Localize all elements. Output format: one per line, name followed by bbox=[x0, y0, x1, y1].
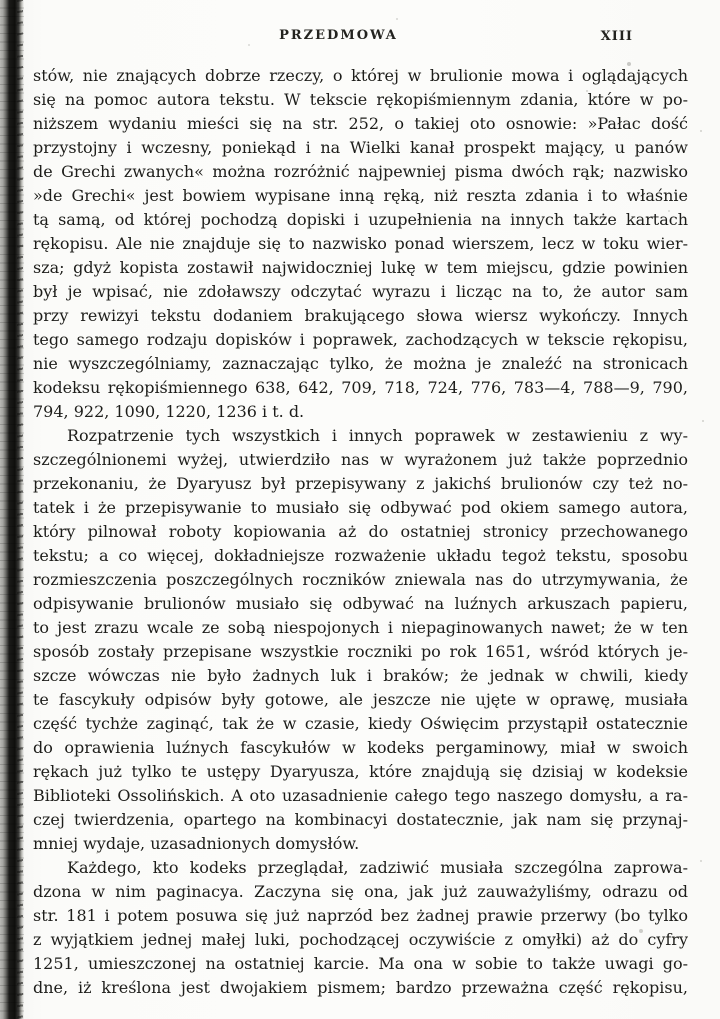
text-line: czej twierdzenia, opartego na kombinacyi dostatecznie, jak nam się przynaj- bbox=[33, 810, 688, 829]
text-line: część tychże zaginąć, tak że w czasie, kiedy Oświęcim przystąpił ostatecznie bbox=[33, 714, 688, 733]
text-line: rękopisu. Ale nie znajduje się to nazwisko ponad wierszem, lecz w toku wier- bbox=[33, 234, 688, 253]
text-line: tą samą, od której pochodzą dopiski i uzupełnienia na innych także kartach bbox=[33, 210, 688, 229]
text-line: »de Grechi« jest bowiem wypisane inną ręką, niż reszta zdania i to właśnie bbox=[33, 186, 688, 205]
body-text bbox=[33, 64, 688, 1000]
text-line: tatek i że przepisywanie to musiało się odbywać pod okiem samego autora, bbox=[33, 498, 688, 517]
binding-edge bbox=[0, 0, 24, 1019]
text-line: szczególnionemi wyżej, utwierdziło nas w wyrażonem już także poprzednio bbox=[33, 450, 688, 469]
text-line: tego samego rodzaju dopisków i poprawek, zachodzących w tekscie rękopisu, bbox=[33, 330, 688, 349]
text-line: kodeksu rękopiśmiennego 638, 642, 709, 718, 724, 776, 783—4, 788—9, 790, bbox=[33, 378, 688, 397]
text-line: sza; gdyż kopista zostawił najwidoczniej lukę w tem miejscu, gdzie powinien bbox=[33, 258, 688, 277]
text-line: de Grechi zwanych« można rozróżnić najpewniej pisma dwóch rąk; nazwisko bbox=[33, 162, 688, 181]
text-line: do oprawienia luźnych fascykułów w kodeks pergaminowy, miał w swoich bbox=[33, 738, 688, 757]
text-line: to jest zrazu wcale ze sobą niespojonych i niepaginowanych nawet; że w ten bbox=[33, 618, 688, 637]
text-line: nie wyszczególniamy, zaznaczając tylko, że można je znaleźć na stronicach bbox=[33, 354, 688, 373]
text-line: te fascykuły odpisów były gotowe, ale jeszcze nie ujęte w oprawę, musiała bbox=[33, 690, 688, 709]
text-line: Rozpatrzenie tych wszystkich i innych poprawek w zestawieniu z wy- bbox=[67, 426, 688, 445]
text-line: przystojny i wczesny, poniekąd i na Wielki kanał prospekt mający, u panów bbox=[33, 138, 688, 157]
text-line: 794, 922, 1090, 1220, 1236 i t. d. bbox=[33, 402, 305, 421]
page-header bbox=[33, 28, 688, 46]
text-line: szcze wówczas nie było żadnych luk i braków; że jednak w chwili, kiedy bbox=[33, 666, 688, 685]
text-line: dne, iż kreślona jest dwojakiem pismem; bardzo przeważna część rękopisu, bbox=[33, 978, 688, 997]
text-line: który pilnował roboty kopiowania aż do ostatniej stronicy przechowanego bbox=[33, 522, 688, 541]
text-line: się na pomoc autora tekstu. W tekscie rękopiśmiennym zdania, które w po- bbox=[33, 90, 688, 109]
text-line: Biblioteki Ossolińskich. A oto uzasadnienie całego tego naszego domysłu, a ra- bbox=[33, 786, 688, 805]
text-line: z wyjątkiem jednej małej luki, pochodzącej oczywiście z omyłki) aż do cyfry bbox=[33, 930, 688, 949]
text-line: 1251, umieszczonej na ostatniej karcie. Ma ona w sobie to także uwagi go- bbox=[33, 954, 688, 973]
text-line: odpisywanie brulionów musiało się odbywać na luźnych arkuszach papieru, bbox=[33, 594, 688, 613]
text-line: str. 181 i potem posuwa się już naprzód bez żadnej prawie przerwy (bo tylko bbox=[33, 906, 688, 925]
text-line: tekstu; a co więcej, dokładniejsze rozważenie układu tegoż tekstu, sposobu bbox=[33, 546, 688, 565]
text-line: Każdego, kto kodeks przeglądał, zadziwić musiała szczególna zaprowa- bbox=[67, 858, 688, 877]
text-line: przy rewizyi tekstu dodaniem brakującego słowa wiersz wykończy. Innych bbox=[33, 306, 688, 325]
text-line: mniej wydaje, uzasadnionych domysłów. bbox=[33, 834, 360, 853]
text-line: sposób zostały przepisane wszystkie roczniki po rok 1651, wśród których je- bbox=[33, 642, 688, 661]
running-title: PRZEDMOWA bbox=[279, 28, 398, 43]
page-number: XIII bbox=[600, 29, 633, 44]
text-line: stów, nie znających dobrze rzeczy, o której w brulionie mowa i oglądających bbox=[33, 66, 688, 85]
text-line: przekonaniu, że Dyaryusz był przepisywany z jakichś brulionów czy też no- bbox=[33, 474, 688, 493]
scan-noise-specks bbox=[0, 0, 2, 2]
text-line: rękach już tylko te ustępy Dyaryusza, które znajdują się dzisiaj w kodeksie bbox=[33, 762, 688, 781]
text-line: dzona w nim paginacya. Zaczyna się ona, jak już zauważyliśmy, odrazu od bbox=[33, 882, 688, 901]
text-line: był je wpisać, nie zdoławszy odczytać wyrazu i licząc na to, że autor sam bbox=[33, 282, 688, 301]
text-line: niższem wydaniu mieści się na str. 252, o takiej oto osnowie: »Pałac dość bbox=[33, 114, 688, 133]
text-line: rozmieszczenia poszczególnych roczników zniewala nas do utrzymywania, że bbox=[33, 570, 688, 589]
